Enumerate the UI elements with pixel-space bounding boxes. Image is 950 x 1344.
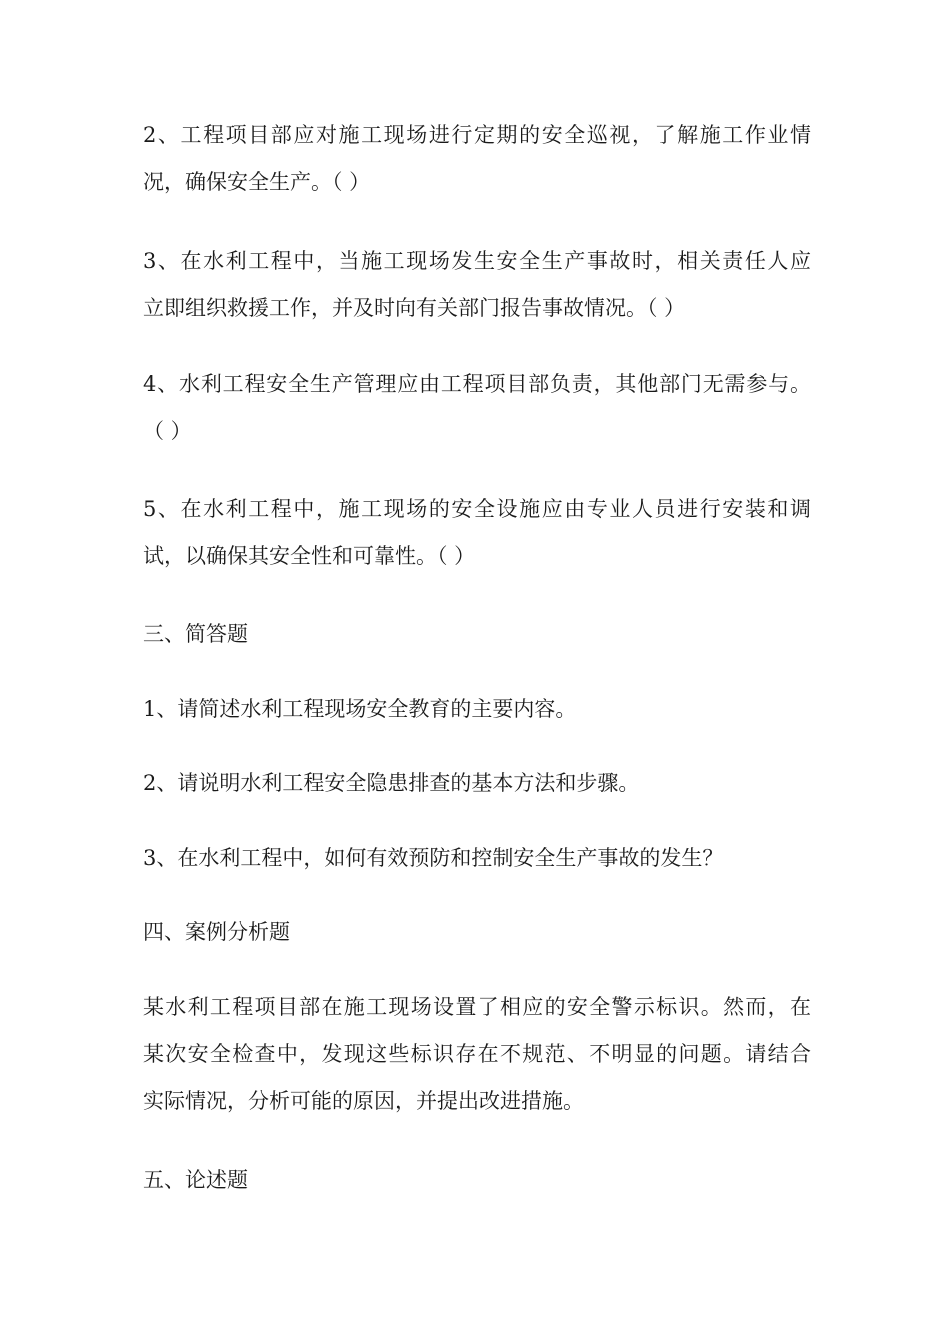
section-heading-essay bbox=[143, 1157, 811, 1204]
text-line: 2、工程项目部应对施工现场进行定期的安全巡视，了解施工作业情 bbox=[143, 123, 811, 147]
text-line: 3、在水利工程中，当施工现场发生安全生产事故时，相关责任人应 bbox=[143, 249, 811, 273]
judgement-item-4 bbox=[143, 361, 811, 455]
short-answer-item-3 bbox=[143, 835, 811, 882]
text-line: 某水利工程项目部在施工现场设置了相应的安全警示标识。然而，在 bbox=[143, 995, 811, 1019]
text-line: 试，以确保其安全性和可靠性。（ ） bbox=[143, 544, 476, 568]
text-line: 4、水利工程安全生产管理应由工程项目部负责，其他部门无需参与。 bbox=[143, 372, 811, 396]
section-title: 四、案例分析题 bbox=[143, 920, 290, 944]
text-line: （ ） bbox=[143, 419, 192, 443]
text-line: 况，确保安全生产。（ ） bbox=[143, 170, 371, 194]
judgement-item-5 bbox=[143, 486, 811, 580]
case-analysis-text bbox=[143, 984, 811, 1125]
text-line: 立即组织救援工作，并及时向有关部门报告事故情况。（ ） bbox=[143, 296, 686, 320]
short-answer-item-2 bbox=[143, 760, 811, 807]
text-line: 某次安全检查中，发现这些标识存在不规范、不明显的问题。请结合 bbox=[143, 1042, 811, 1066]
section-heading-short-answer bbox=[143, 611, 811, 658]
text-line: 5、在水利工程中，施工现场的安全设施应由专业人员进行安装和调 bbox=[143, 497, 811, 521]
section-title: 三、简答题 bbox=[143, 622, 248, 646]
short-answer-item-1 bbox=[143, 686, 811, 733]
section-heading-case-analysis bbox=[143, 909, 811, 956]
judgement-item-2 bbox=[143, 112, 811, 206]
section-title: 五、论述题 bbox=[143, 1168, 248, 1192]
text-line: 实际情况，分析可能的原因，并提出改进措施。 bbox=[143, 1089, 584, 1113]
text-line: 1、请简述水利工程现场安全教育的主要内容。 bbox=[143, 697, 577, 721]
text-line: 2、请说明水利工程安全隐患排查的基本方法和步骤。 bbox=[143, 771, 640, 795]
text-line: 3、在水利工程中，如何有效预防和控制安全生产事故的发生？ bbox=[143, 846, 724, 870]
judgement-item-3 bbox=[143, 238, 811, 332]
